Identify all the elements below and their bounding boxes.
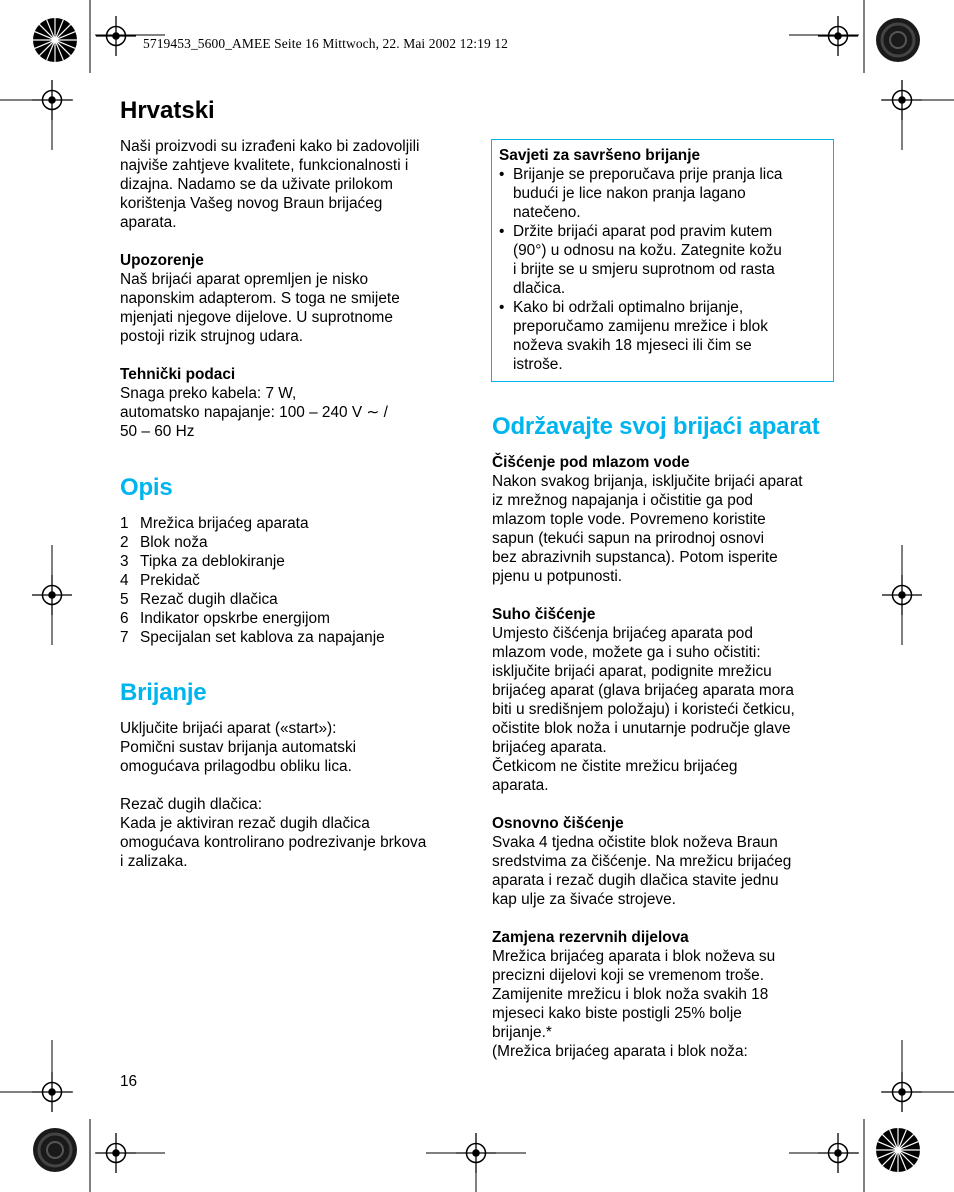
list-item: 6 Indikator opskrbe energijom <box>120 610 330 627</box>
parts-list <box>120 514 470 647</box>
list-item: 4 Prekidač <box>120 572 200 589</box>
dry-cleaning-heading: Suho čišćenje <box>492 606 596 623</box>
tech-data-heading: Tehnički podaci <box>120 366 236 383</box>
print-slug: 5719453_5600_AMEE Seite 16 Mittwoch, 22. Mai 2002 12:19 12 <box>143 36 509 51</box>
tip-bullet: • Kako bi održali optimalno brijanje, preporučamo zamijenu mrežice i blok noževa svakih 18 mjeseci ili čim se istroše. <box>499 299 768 373</box>
water-cleaning-heading: Čišćenje pod mlazom vode <box>492 454 690 471</box>
brijanje-heading: Brijanje <box>120 679 207 706</box>
list-item: 2 Blok noža <box>120 534 208 551</box>
right-column <box>492 413 837 1061</box>
opis-heading: Opis <box>120 474 173 501</box>
tech-data-text: Snaga preko kabela: 7 W, automatsko napajanje: 100 – 240 V ∼ / 50 – 60 Hz <box>120 385 388 440</box>
basic-cleaning-text: Svaka 4 tjedna očistite blok noževa Braun sredstvima za čišćenje. Na mrežicu brijaćeg aparata i rezač dugih dlačica stavite jednu kap ulje za šivaće strojeve. <box>492 834 792 908</box>
warning-text: Naš brijaći aparat opremljen je nisko naponskim adapterom. S toga ne smijete mjenjati njegove dijelove. U suprotnome postoji rizik strujnog udara. <box>120 271 400 345</box>
page-number: 16 <box>120 1073 138 1090</box>
tip-bullet: • Brijanje se preporučava prije pranja lica budući je lice nakon pranja lagano natečeno. <box>499 166 783 221</box>
list-item: 3 Tipka za deblokiranje <box>120 553 285 570</box>
parts-replacement-text: Mrežica brijaćeg aparata i blok noževa su precizni dijelovi koji se vremenom troše. Zamijenite mrežicu i blok noža svakih 18 mjeseci kako biste postigli 25% bolje brijanje.* (Mrežica brijaćeg aparata i blok noža: <box>492 948 776 1060</box>
intro-paragraph: Naši proizvodi su izrađeni kako bi zadovoljili najviše zahtjeve kvalitete, funkcionalnosti i dizajna. Nadamo se da uživate prilokom korištenja Vašeg novog Braun brijaćeg aparata. <box>120 138 420 231</box>
warning-heading: Upozorenje <box>120 252 204 269</box>
tip-bullet: • Držite brijaći aparat pod pravim kutem (90°) u odnosu na kožu. Zategnite kožu i brijte se u smjeru suprotnom od rasta dlačica. <box>499 223 782 297</box>
list-item: 7 Specijalan set kablova za napajanje <box>120 629 385 646</box>
shaving-paragraph: Uključite brijaći aparat («start»): Pomični sustav brijanja automatski omogućava prilagodbu obliku lica. <box>120 720 357 775</box>
water-cleaning-text: Nakon svakog brijanja, isključite brijaći aparat iz mrežnog napajanja i očistitie ga pod mlazom tople vode. Povremeno koristite sapun (tekući sapun na prirodnoj osnovi bez abrazivnih supstanca). Potom isperite pjenu u potpunosti. <box>492 473 803 585</box>
list-item: 1 Mrežica brijaćeg aparata <box>120 515 309 532</box>
dry-cleaning-text: Umjesto čišćenja brijaćeg aparata pod mlazom vode, možete ga i suho očistiti: isključite brijaći aparat, podignite mrežicu brijaćeg aparat (glava brijaćeg aparata mora biti u središnjem položaju) i koristeći četkicu, očistite blok noža i unutarnje područje glave brijaćeg aparata. Četkicom ne čistite mrežicu brijaćeg aparata. <box>492 625 795 794</box>
basic-cleaning-heading: Osnovno čišćenje <box>492 815 624 832</box>
tips-heading: Savjeti za savršeno brijanje <box>499 147 701 164</box>
left-column <box>120 97 470 871</box>
tips-box <box>491 139 834 382</box>
maintenance-heading: Održavajte svoj brijaći aparat <box>492 413 820 440</box>
parts-replacement-heading: Zamjena rezervnih dijelova <box>492 929 689 946</box>
language-title: Hrvatski <box>120 97 215 124</box>
list-item: 5 Rezač dugih dlačica <box>120 591 278 608</box>
trimmer-paragraph: Rezač dugih dlačica: Kada je aktiviran rezač dugih dlačica omogućava kontrolirano podrezivanje brkova i zalizaka. <box>120 796 427 870</box>
